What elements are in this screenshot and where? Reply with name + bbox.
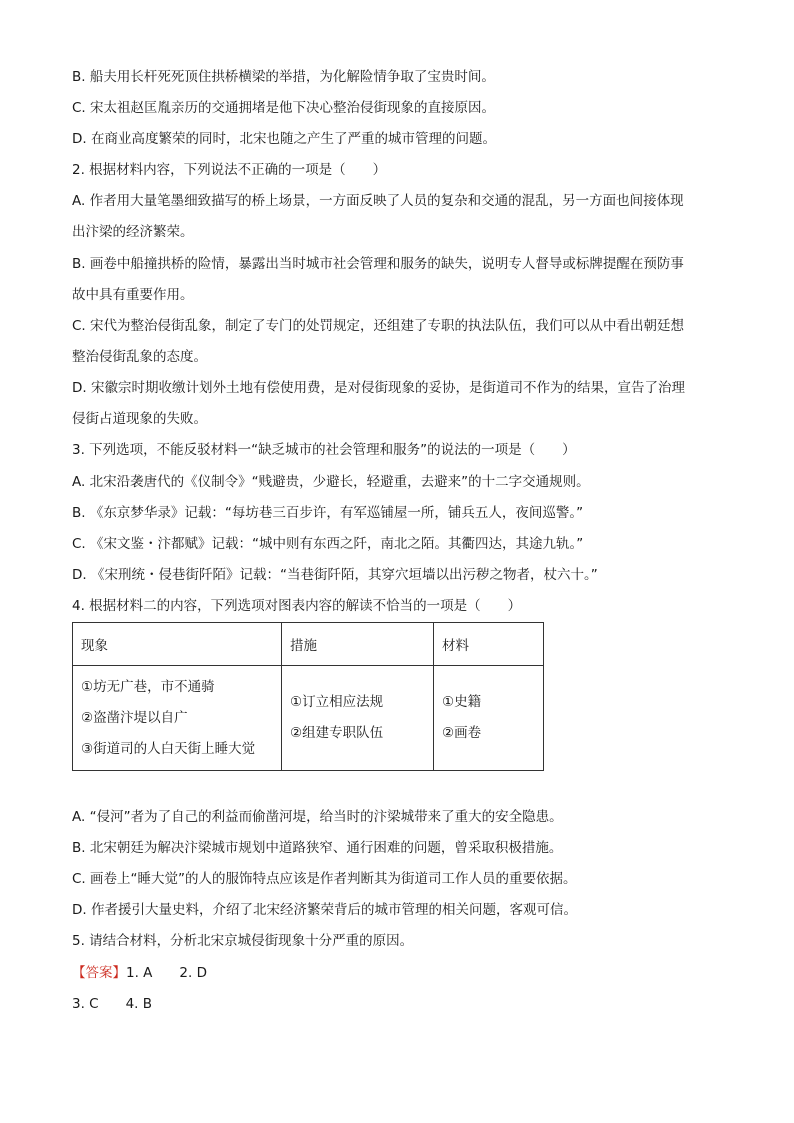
option-4c: C. 画卷上“睡大觉”的人的服饰特点应该是作者判断其为街道司工作人员的重要依据。 <box>72 871 577 887</box>
option-3a: A. 北宋沿袭唐代的《仪制令》“贱避贵，少避长，轻避重，去避来”的十二字交通规则。 <box>72 474 590 490</box>
option-1c: C. 宋太祖赵匡胤亲历的交通拥堵是他下决心整治侵街现象的直接原因。 <box>72 100 496 116</box>
option-2a-cont: 出汴梁的经济繁荣。 <box>72 224 194 240</box>
material-item: ①史籍 <box>442 694 482 710</box>
table-header-row <box>73 623 544 666</box>
answer-line-1 <box>72 963 717 983</box>
option-4d: D. 作者援引大量史料，介绍了北宋经济繁荣背后的城市管理的相关问题，客观可信。 <box>72 902 577 918</box>
question-3: 3. 下列选项，不能反驳材料一“缺乏城市的社会管理和服务”的说法的一项是（ ） <box>72 442 576 458</box>
option-2d-cont: 侵街占道现象的失败。 <box>72 411 207 427</box>
question-2: 2. 根据材料内容，下列说法不正确的一项是（ ） <box>72 162 387 178</box>
option-2b-cont: 故中具有重要作用。 <box>72 287 194 303</box>
material-item: ②画卷 <box>442 725 482 741</box>
phenomenon-item: ③街道司的人白天街上睡大觉 <box>81 740 256 757</box>
table-header-phenomenon: 现象 <box>73 623 282 666</box>
phenomenon-item: ①坊无广巷，市不通骑 <box>81 678 215 695</box>
table-cell-measures <box>282 666 434 771</box>
option-2c: C. 宋代为整治侵街乱象，制定了专门的处罚规定，还组建了专职的执法队伍，我们可以从中看出朝廷想 <box>72 318 685 334</box>
answer-values-1: 1. A 2. D <box>126 965 207 981</box>
question-5: 5. 请结合材料，分析北宋京城侵街现象十分严重的原因。 <box>72 933 414 949</box>
table-header-materials: 材料 <box>434 623 544 666</box>
table-header-measures: 措施 <box>282 623 434 666</box>
answer-line-2: 3. C 4. B <box>72 996 153 1012</box>
option-1b: B. 船夫用长杆死死顶住拱桥横梁的举措，为化解险情争取了宝贵时间。 <box>72 69 495 85</box>
option-3c: C. 《宋文鉴・汴都赋》记载：“城中则有东西之阡，南北之陌。其衢四达，其途九轨。” <box>72 536 584 552</box>
question-4: 4. 根据材料二的内容，下列选项对图表内容的解读不恰当的一项是（ ） <box>72 598 522 614</box>
table-cell-materials <box>434 666 544 771</box>
option-2c-cont: 整治侵街乱象的态度。 <box>72 349 207 365</box>
measure-item: ①订立相应法规 <box>290 694 384 710</box>
option-2d: D. 宋徽宗时期收缴计划外土地有偿使用费，是对侵街现象的妥协，是街道司不作为的结果，宣告了治理 <box>72 380 685 396</box>
answer-tag: 【答案】 <box>72 965 126 981</box>
interpretation-table <box>72 622 544 771</box>
option-4b: B. 北宋朝廷为解决汴梁城市规划中道路狭窄、通行困难的问题，曾采取积极措施。 <box>72 840 563 856</box>
option-2a: A. 作者用大量笔墨细致描写的桥上场景，一方面反映了人员的复杂和交通的混乱，另一方面也间接体现 <box>72 193 684 209</box>
option-3d: D. 《宋刑统・侵巷街阡陌》记载：“当巷街阡陌，其穿穴垣墙以出污秽之物者，杖六十。” <box>72 567 598 583</box>
table-row <box>73 666 544 771</box>
measure-item: ②组建专职队伍 <box>290 725 384 741</box>
phenomenon-item: ②盗凿汴堤以自广 <box>81 709 188 726</box>
option-4a: A. “侵河”者为了自己的利益而偷凿河堤，给当时的汴梁城带来了重大的安全隐患。 <box>72 809 563 825</box>
option-3b: B. 《东京梦华录》记载：“每坊巷三百步许，有军巡铺屋一所，铺兵五人，夜间巡警。” <box>72 505 584 521</box>
table-cell-phenomenon <box>73 666 282 771</box>
option-2b: B. 画卷中船撞拱桥的险情，暴露出当时城市社会管理和服务的缺失，说明专人督导或标牌提醒在预防事 <box>72 256 684 272</box>
option-1d: D. 在商业高度繁荣的同时，北宋也随之产生了严重的城市管理的问题。 <box>72 131 496 147</box>
